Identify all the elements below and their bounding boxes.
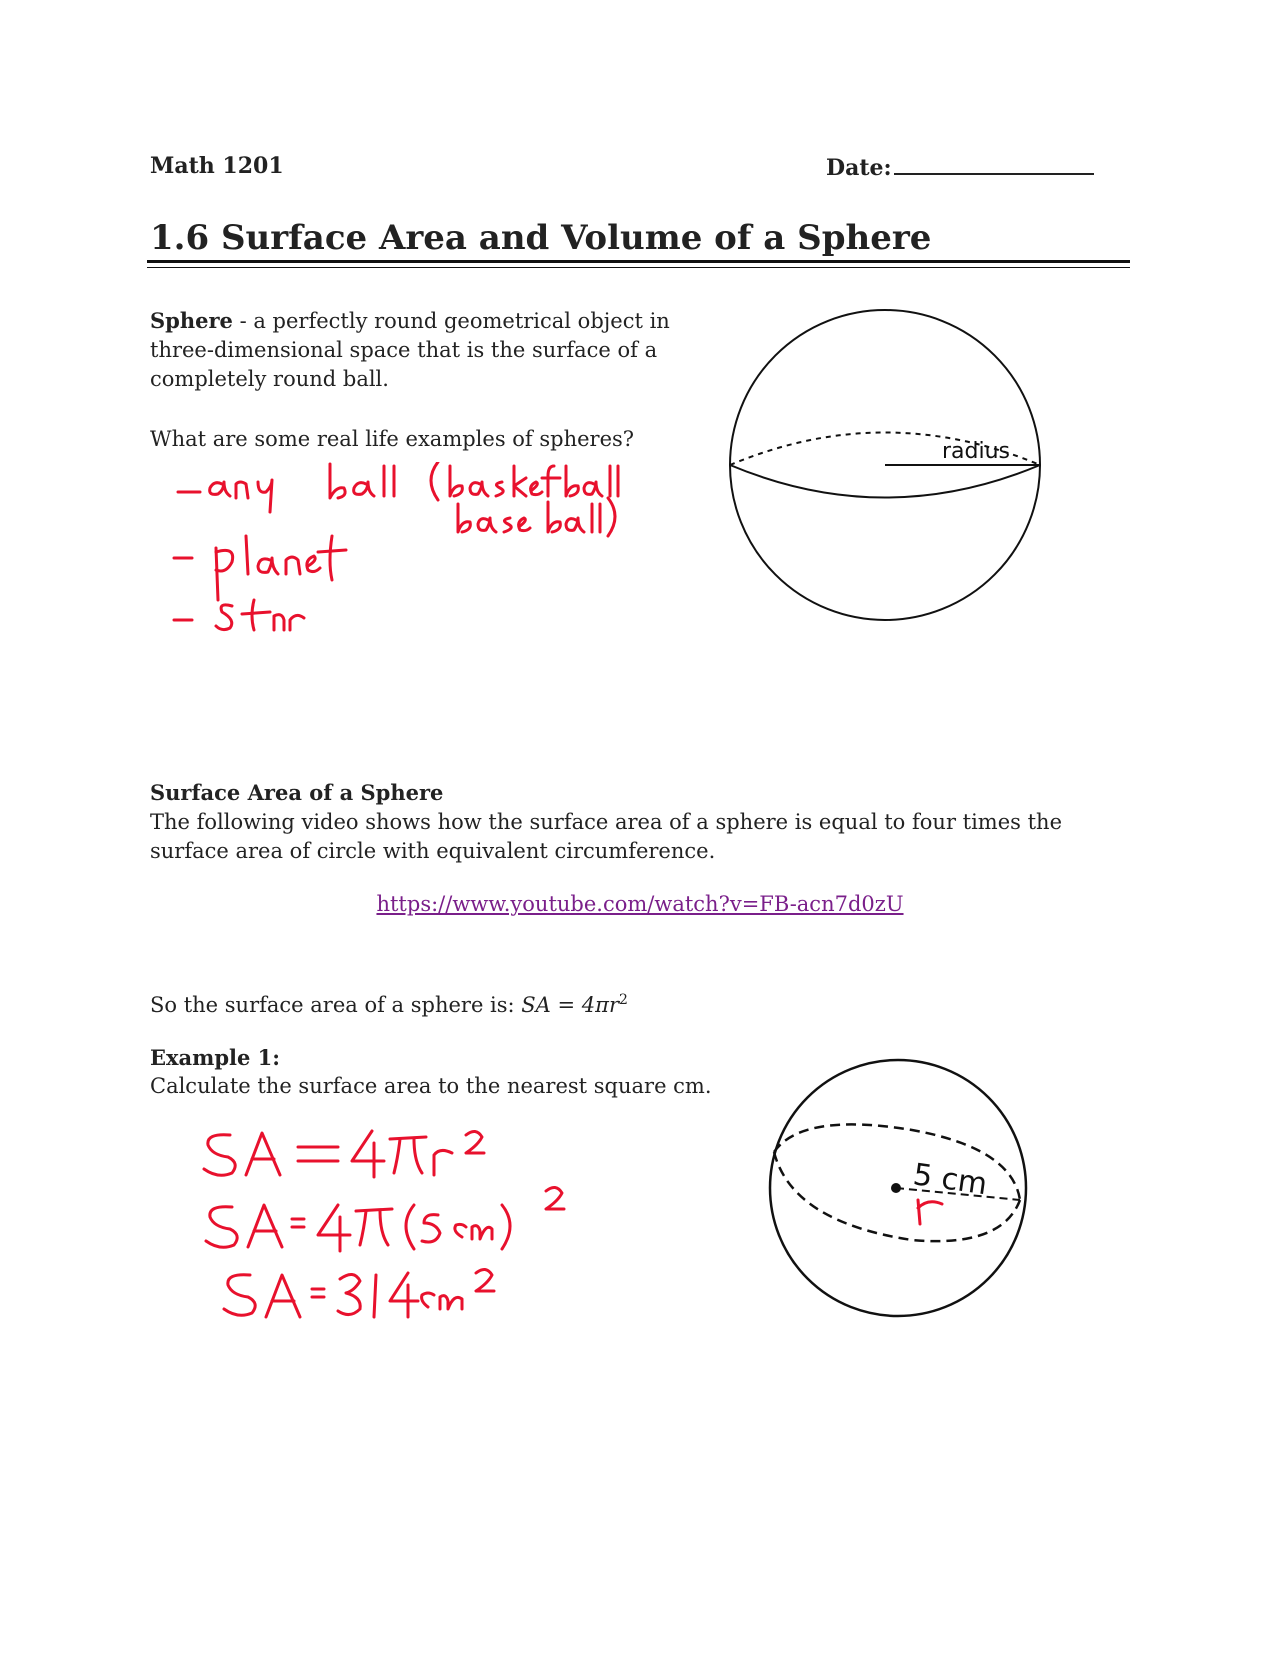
example-title: Example 1: bbox=[150, 1045, 281, 1070]
formula-prefix: So the surface area of a sphere is: bbox=[150, 993, 522, 1017]
formula-exponent: 2 bbox=[619, 992, 628, 1008]
handwritten-solution bbox=[200, 1125, 620, 1365]
surface-area-section bbox=[150, 778, 1080, 866]
example-text: Calculate the surface area to the nearest square cm. bbox=[150, 1074, 712, 1098]
handwritten-r-mark bbox=[918, 1200, 942, 1224]
sphere-diagram bbox=[720, 300, 1050, 630]
video-link[interactable]: https://www.youtube.com/watch?v=FB-acn7d0zU bbox=[376, 892, 904, 916]
section-heading: Surface Area of a Sphere bbox=[150, 780, 444, 805]
date-field bbox=[826, 153, 1094, 181]
page-title: 1.6 Surface Area and Volume of a Sphere bbox=[150, 218, 932, 258]
radius-value-label: 5 cm bbox=[910, 1157, 990, 1203]
radius-label: radius bbox=[942, 439, 1011, 464]
handwritten-examples bbox=[170, 462, 670, 662]
surface-area-formula bbox=[150, 986, 628, 1020]
sphere-equator-front bbox=[730, 465, 1040, 498]
section-text: The following video shows how the surface area of a sphere is equal to four times the surface area of circle with equivalent circumference. bbox=[150, 810, 1062, 863]
title-rule-thin bbox=[147, 267, 1130, 268]
course-label: Math 1201 bbox=[150, 153, 284, 179]
date-blank-line bbox=[894, 153, 1094, 175]
title-rule-thick bbox=[147, 260, 1130, 263]
formula-expression: SA = 4πr bbox=[521, 993, 619, 1017]
examples-question: What are some real life examples of spheres? bbox=[150, 427, 635, 451]
definition-term: Sphere bbox=[150, 308, 233, 333]
example-sphere-diagram bbox=[762, 1052, 1034, 1324]
sphere-definition bbox=[150, 306, 690, 394]
date-label: Date: bbox=[826, 155, 892, 181]
definition-text: - a perfectly round geometrical object in three-dimensional space that is the surface of a completely round ball. bbox=[150, 309, 670, 391]
